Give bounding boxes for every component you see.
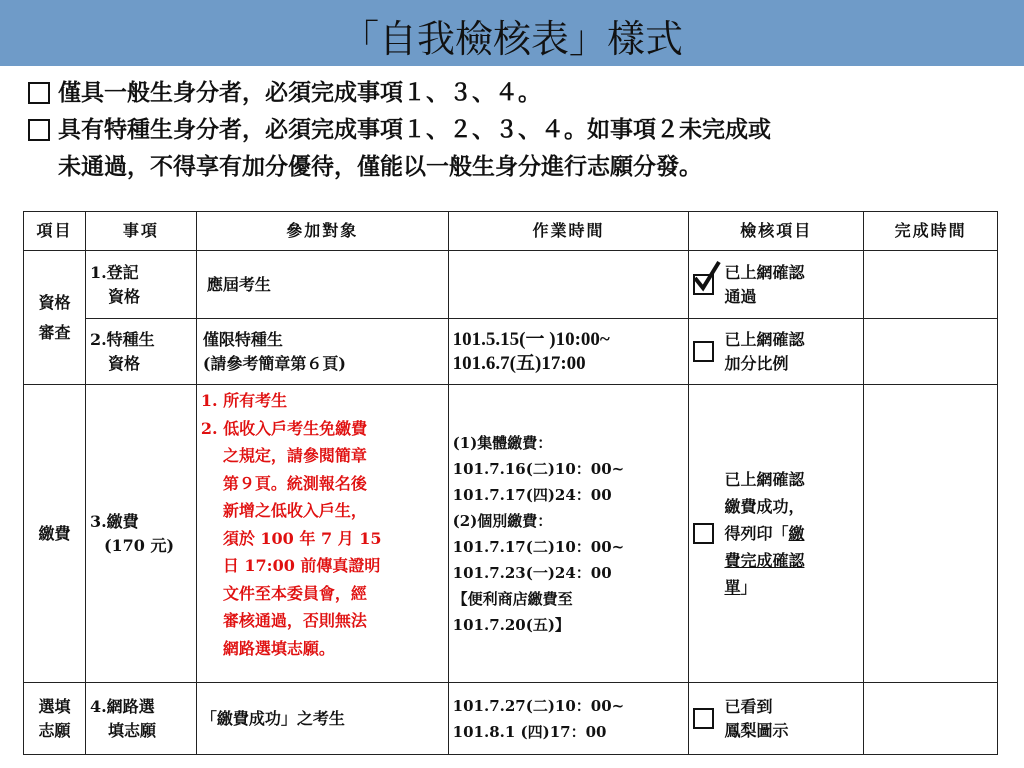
category-cell: 選填 志願 xyxy=(24,683,86,755)
note-special: 具有特種生身分者，必須完成事項１、２、３、４。如事項２未完成或 xyxy=(28,111,771,148)
time-cell: 101.7.27(二)10：00~ 101.8.1 (四)17：00 xyxy=(448,683,689,755)
check-cell: 已上網確認 繳費成功， 得列印「繳 費完成確認 單」 xyxy=(689,385,864,683)
table-row xyxy=(24,251,998,319)
checkbox[interactable] xyxy=(693,341,714,362)
header-target: 參加對象 xyxy=(196,212,448,251)
checklist-table xyxy=(23,211,998,755)
checkbox[interactable] xyxy=(693,523,714,544)
target-cell: 「繳費成功」之考生 xyxy=(196,683,448,755)
target-cell: 1. 所有考生 2. 低收入戶考生免繳費 之規定，請參閱簡章 第９頁。統測報名後 新增之低收入戶生， 須於 100 年 7 月 15 日 17:00 前傳真證明 文件至本委員會，經 審核通過，否則無法 網路選填志願。 xyxy=(196,385,448,683)
check-cell: 已看到 鳳梨圖示 xyxy=(689,683,864,755)
item-cell: 3.繳費 (170 元) xyxy=(85,385,196,683)
header-row xyxy=(24,212,998,251)
done-cell xyxy=(864,319,998,385)
category-cell: 資格審查 xyxy=(24,251,86,385)
table-row xyxy=(24,385,998,683)
done-cell xyxy=(864,385,998,683)
header-time: 作業時間 xyxy=(448,212,689,251)
check-cell: 已上網確認 加分比例 xyxy=(689,319,864,385)
table-row xyxy=(24,319,998,385)
target-cell: 應屆考生 xyxy=(196,251,448,319)
time-cell xyxy=(448,251,689,319)
checkmark-icon xyxy=(689,260,723,294)
done-cell xyxy=(864,251,998,319)
time-cell: 101.5.15(一 )10:00~ 101.6.7(五)17:00 xyxy=(448,319,689,385)
header-category: 項目 xyxy=(24,212,86,251)
checkbox[interactable] xyxy=(693,708,714,729)
checkbox-icon xyxy=(28,119,50,141)
time-cell: (1)集體繳費： 101.7.16(二)10：00~ 101.7.17(四)24：00 (2)個別繳費： 101.7.17(二)10：00~ 101.7.23(一)24：00 【便利商店繳費至 101.7.20(五)】 xyxy=(448,385,689,683)
item-cell: 1.登記 資格 xyxy=(85,251,196,319)
header-item: 事項 xyxy=(85,212,196,251)
item-cell: 2.特種生 資格 xyxy=(85,319,196,385)
category-cell: 繳費 xyxy=(24,385,86,683)
done-cell xyxy=(864,683,998,755)
item-cell: 4.網路選 填志願 xyxy=(85,683,196,755)
page-title: 「自我檢核表」樣式 xyxy=(340,17,683,61)
check-cell: 已上網確認 通過 xyxy=(689,251,864,319)
note-general: 僅具一般生身分者，必須完成事項１、３、４。 xyxy=(28,74,771,111)
target-cell: 僅限特種生 (請參考簡章第６頁) xyxy=(196,319,448,385)
header-done: 完成時間 xyxy=(864,212,998,251)
instructions xyxy=(28,74,771,185)
header-check: 檢核項目 xyxy=(689,212,864,251)
note-special-continued: 未通過，不得享有加分優待，僅能以一般生身分進行志願分發。 xyxy=(58,153,702,180)
checkbox-icon xyxy=(28,82,50,104)
table-row xyxy=(24,683,998,755)
checked-checkbox[interactable] xyxy=(693,274,714,295)
